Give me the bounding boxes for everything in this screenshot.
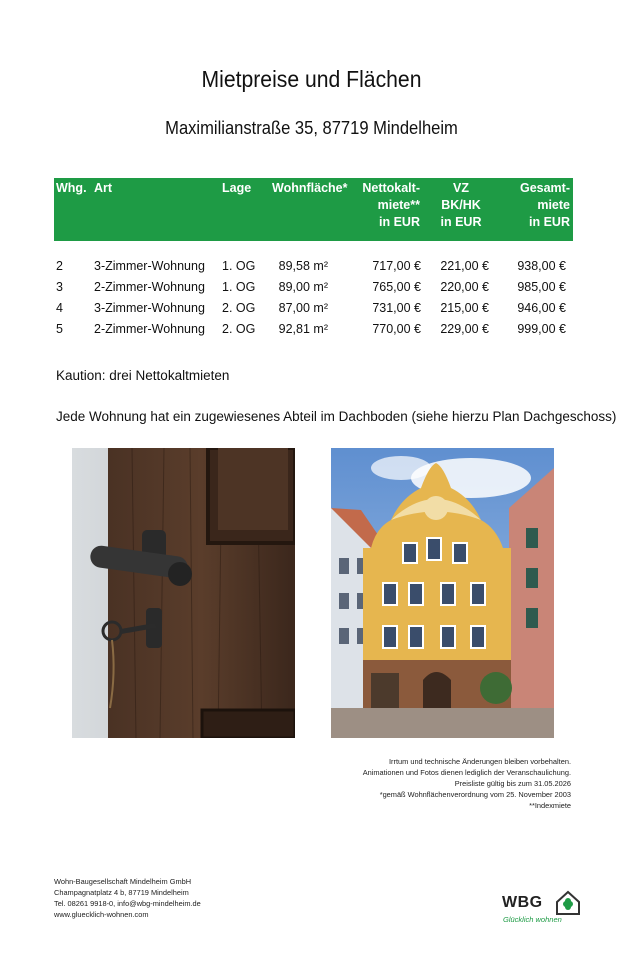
wbg-logo: WBG Glücklich wohnen bbox=[502, 888, 582, 928]
table-row: 4 3-Zimmer-Wohnung 2. OG 87,00 m² 731,00 € 215,00 € 946,00 € bbox=[56, 301, 566, 315]
facade-photo bbox=[331, 448, 554, 738]
col-header-nettokaltmiete: Nettokalt- miete** in EUR bbox=[362, 181, 420, 229]
page-title: Mietpreise und Flächen bbox=[201, 66, 422, 92]
col-header-lage: Lage bbox=[222, 181, 252, 195]
company-footer: Wohn-Baugesellschaft Mindelheim GmbH Champagnatplatz 4 b, 87719 Mindelheim Tel. 08261 9918-0, info@wbg-mindelheim.de www.gluecklich-wohnen.com bbox=[54, 877, 201, 919]
deposit-note: Kaution: drei Nettokaltmieten bbox=[56, 368, 230, 383]
attic-note: Jede Wohnung hat ein zugewiesenes Abteil im Dachboden (siehe hierzu Plan Dachgeschoss) bbox=[56, 409, 617, 424]
col-header-gesamtmiete: Gesamt- miete in EUR bbox=[519, 181, 570, 229]
col-header-whg: Whg. bbox=[56, 181, 87, 195]
house-clover-icon bbox=[555, 890, 581, 916]
rent-table bbox=[54, 178, 573, 341]
table-header bbox=[54, 178, 573, 241]
col-header-art: Art bbox=[94, 181, 113, 195]
page-subtitle: Maximilianstraße 35, 87719 Mindelheim bbox=[165, 118, 458, 138]
col-header-wohnflaeche: Wohnfläche* bbox=[272, 181, 348, 195]
table-row: 3 2-Zimmer-Wohnung 1. OG 89,00 m² 765,00 € 220,00 € 985,00 € bbox=[56, 280, 566, 294]
col-header-vz: VZ BK/HK in EUR bbox=[440, 181, 482, 229]
table-body bbox=[54, 257, 573, 341]
disclaimer-notes: Irrtum und technische Änderungen bleiben vorbehalten. Animationen und Fotos dienen lediglich der Veranschaulichung. Preisliste gültig bis zum 31.05.2026 *gemäß Wohnflächenverordnung vom 25. November 2003 **Indexmiete bbox=[362, 757, 571, 810]
table-row: 5 2-Zimmer-Wohnung 2. OG 92,81 m² 770,00 € 229,00 € 999,00 € bbox=[56, 322, 566, 336]
table-row: 2 3-Zimmer-Wohnung 1. OG 89,58 m² 717,00 € 221,00 € 938,00 € bbox=[56, 259, 566, 273]
door-photo bbox=[72, 448, 295, 738]
